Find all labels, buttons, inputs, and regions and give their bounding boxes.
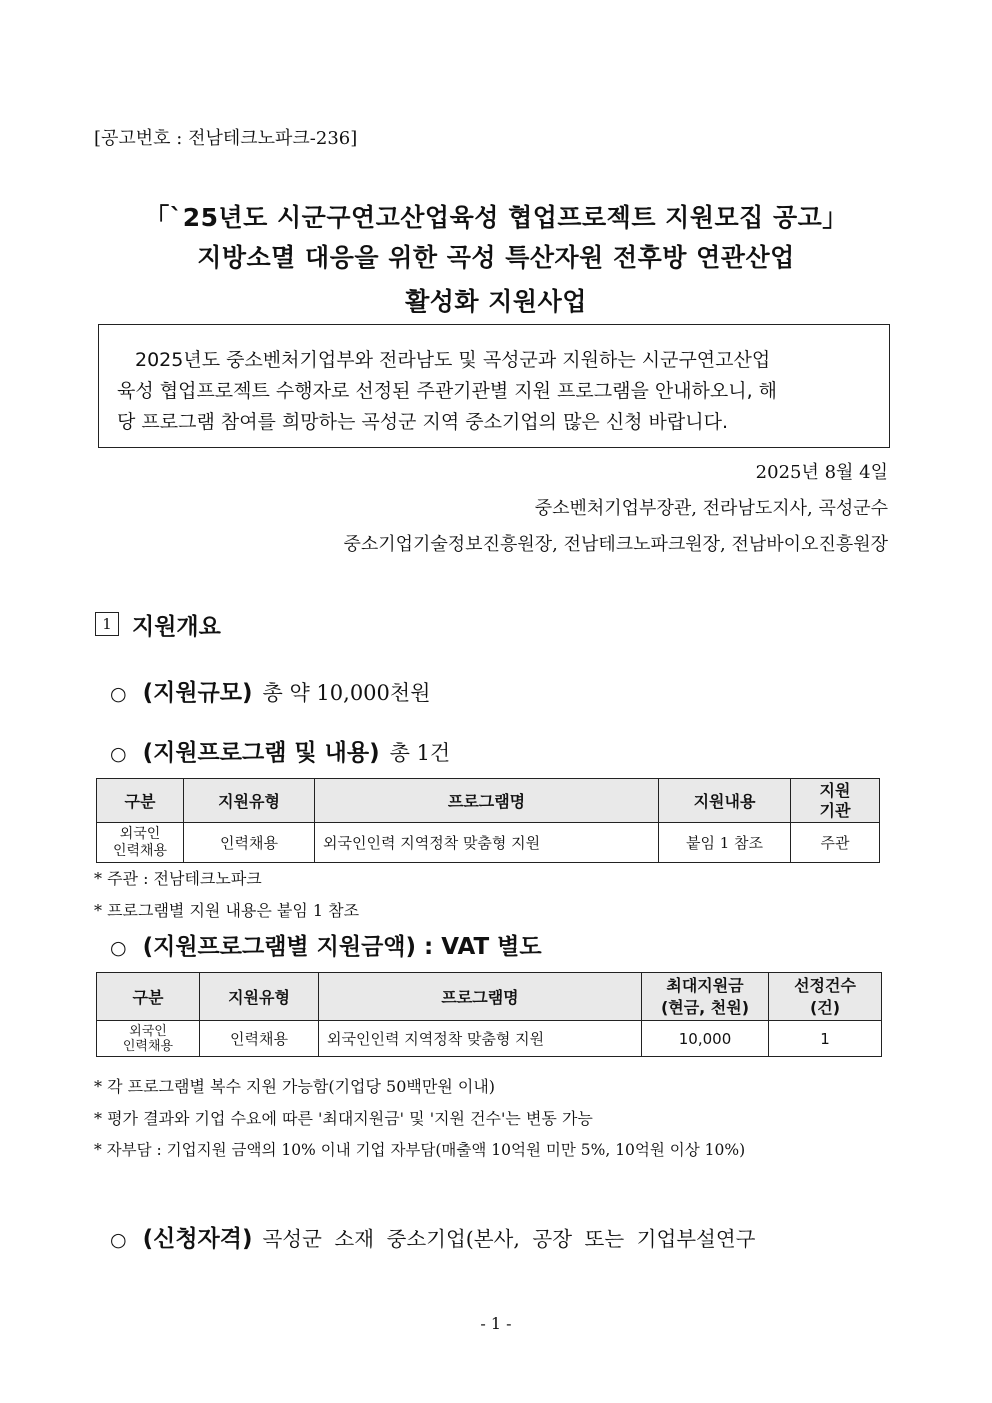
table-row [97, 823, 880, 863]
table-header-cell: 지원내용 [659, 779, 791, 823]
table-header-cell: 구분 [97, 779, 184, 823]
table-header-cell: 최대지원금 (현금, 천원) [642, 973, 769, 1021]
table-cell: 10,000 [642, 1021, 769, 1057]
eligibility-text: 곡성군 소재 중소기업(본사, 공장 또는 기업부설연구 [262, 1227, 756, 1251]
amounts-table [96, 972, 882, 1057]
table-header-cell: 지원유형 [200, 973, 319, 1021]
circle-bullet-icon: ○ [110, 743, 127, 765]
scale-bullet [110, 674, 430, 707]
note-item: * 자부담 : 기업지원 금액의 10% 이내 기업 자부담(매출액 10억원 미만 5%, 10억원 이상 10%) [94, 1141, 746, 1159]
note-item: * 주관 : 전남테크노파크 [94, 869, 262, 888]
section-number: 1 [95, 612, 119, 636]
programs-label: (지원프로그램 및 내용) [142, 740, 380, 766]
table-row [97, 1021, 882, 1057]
title-line-3: 활성화 지원사업 [405, 287, 587, 316]
amounts-label: (지원프로그램별 지원금액) : VAT 별도 [142, 934, 542, 960]
table-header-cell: 프로그램명 [315, 779, 659, 823]
table-header-row [97, 779, 880, 823]
programs-bullet [110, 734, 450, 767]
note-item: * 평가 결과와 기업 수요에 따른 '최대지원금' 및 '지원 건수'는 변동 가능 [94, 1109, 593, 1128]
table-cell: 외국인 인력채용 [97, 823, 184, 863]
table-cell: 인력채용 [200, 1021, 319, 1057]
issuers-line-2: 중소기업기술정보진흥원장, 전남테크노파크원장, 전남바이오진흥원장 [343, 534, 888, 555]
amounts-bullet [110, 928, 542, 961]
note-item: * 각 프로그램별 복수 지원 가능함(기업당 50백만원 이내) [94, 1077, 496, 1096]
title-line-2: 지방소멸 대응을 위한 곡성 특산자원 전후방 연관산업 [197, 243, 795, 272]
table-cell: 주관 [791, 823, 880, 863]
scale-label: (지원규모) [142, 680, 253, 706]
intro-line-2: 육성 협업프로젝트 수행자로 선정된 주관기관별 지원 프로그램을 안내하오니, 해 [117, 380, 778, 402]
programs-text: 총 1건 [389, 741, 451, 765]
circle-bullet-icon: ○ [110, 683, 127, 705]
table-header-cell: 지원유형 [184, 779, 315, 823]
intro-line-1: 2025년도 중소벤처기업부와 전라남도 및 곡성군과 지원하는 시군구연고산업 [135, 349, 771, 371]
announcement-date: 2025년 8월 4일 [755, 462, 888, 483]
table-header-cell: 지원 기관 [791, 779, 880, 823]
page-number: - 1 - [480, 1314, 512, 1333]
table-header-cell: 프로그램명 [319, 973, 642, 1021]
table-cell: 인력채용 [184, 823, 315, 863]
circle-bullet-icon: ○ [110, 1229, 127, 1251]
table-cell: 외국인인력 지역정착 맞춤형 지원 [319, 1021, 642, 1057]
eligibility-label: (신청자격) [142, 1226, 253, 1252]
table-header-cell: 선정건수 (건) [769, 973, 882, 1021]
table-cell: 1 [769, 1021, 882, 1057]
table-cell: 외국인 인력채용 [97, 1021, 200, 1057]
section-title: 지원개요 [132, 614, 221, 640]
table-header-row [97, 973, 882, 1021]
table-header-cell: 구분 [97, 973, 200, 1021]
circle-bullet-icon: ○ [110, 937, 127, 959]
intro-box [98, 324, 890, 448]
table-cell: 외국인인력 지역정착 맞춤형 지원 [315, 823, 659, 863]
programs-table [96, 778, 880, 863]
notice-number: [공고번호 : 전남테크노파크-236] [94, 128, 358, 149]
table-cell: 붙임 1 참조 [659, 823, 791, 863]
scale-text: 총 약 10,000천원 [262, 681, 431, 705]
intro-line-3: 당 프로그램 참여를 희망하는 곡성군 지역 중소기업의 많은 신청 바랍니다. [117, 411, 729, 433]
note-item: * 프로그램별 지원 내용은 붙임 1 참조 [94, 901, 360, 920]
issuers-line-1: 중소벤처기업부장관, 전라남도지사, 곡성군수 [534, 498, 888, 519]
title-line-1: 「`25년도 시군구연고산업육성 협업프로젝트 지원모집 공고」 [144, 203, 848, 232]
eligibility-bullet [110, 1220, 755, 1253]
